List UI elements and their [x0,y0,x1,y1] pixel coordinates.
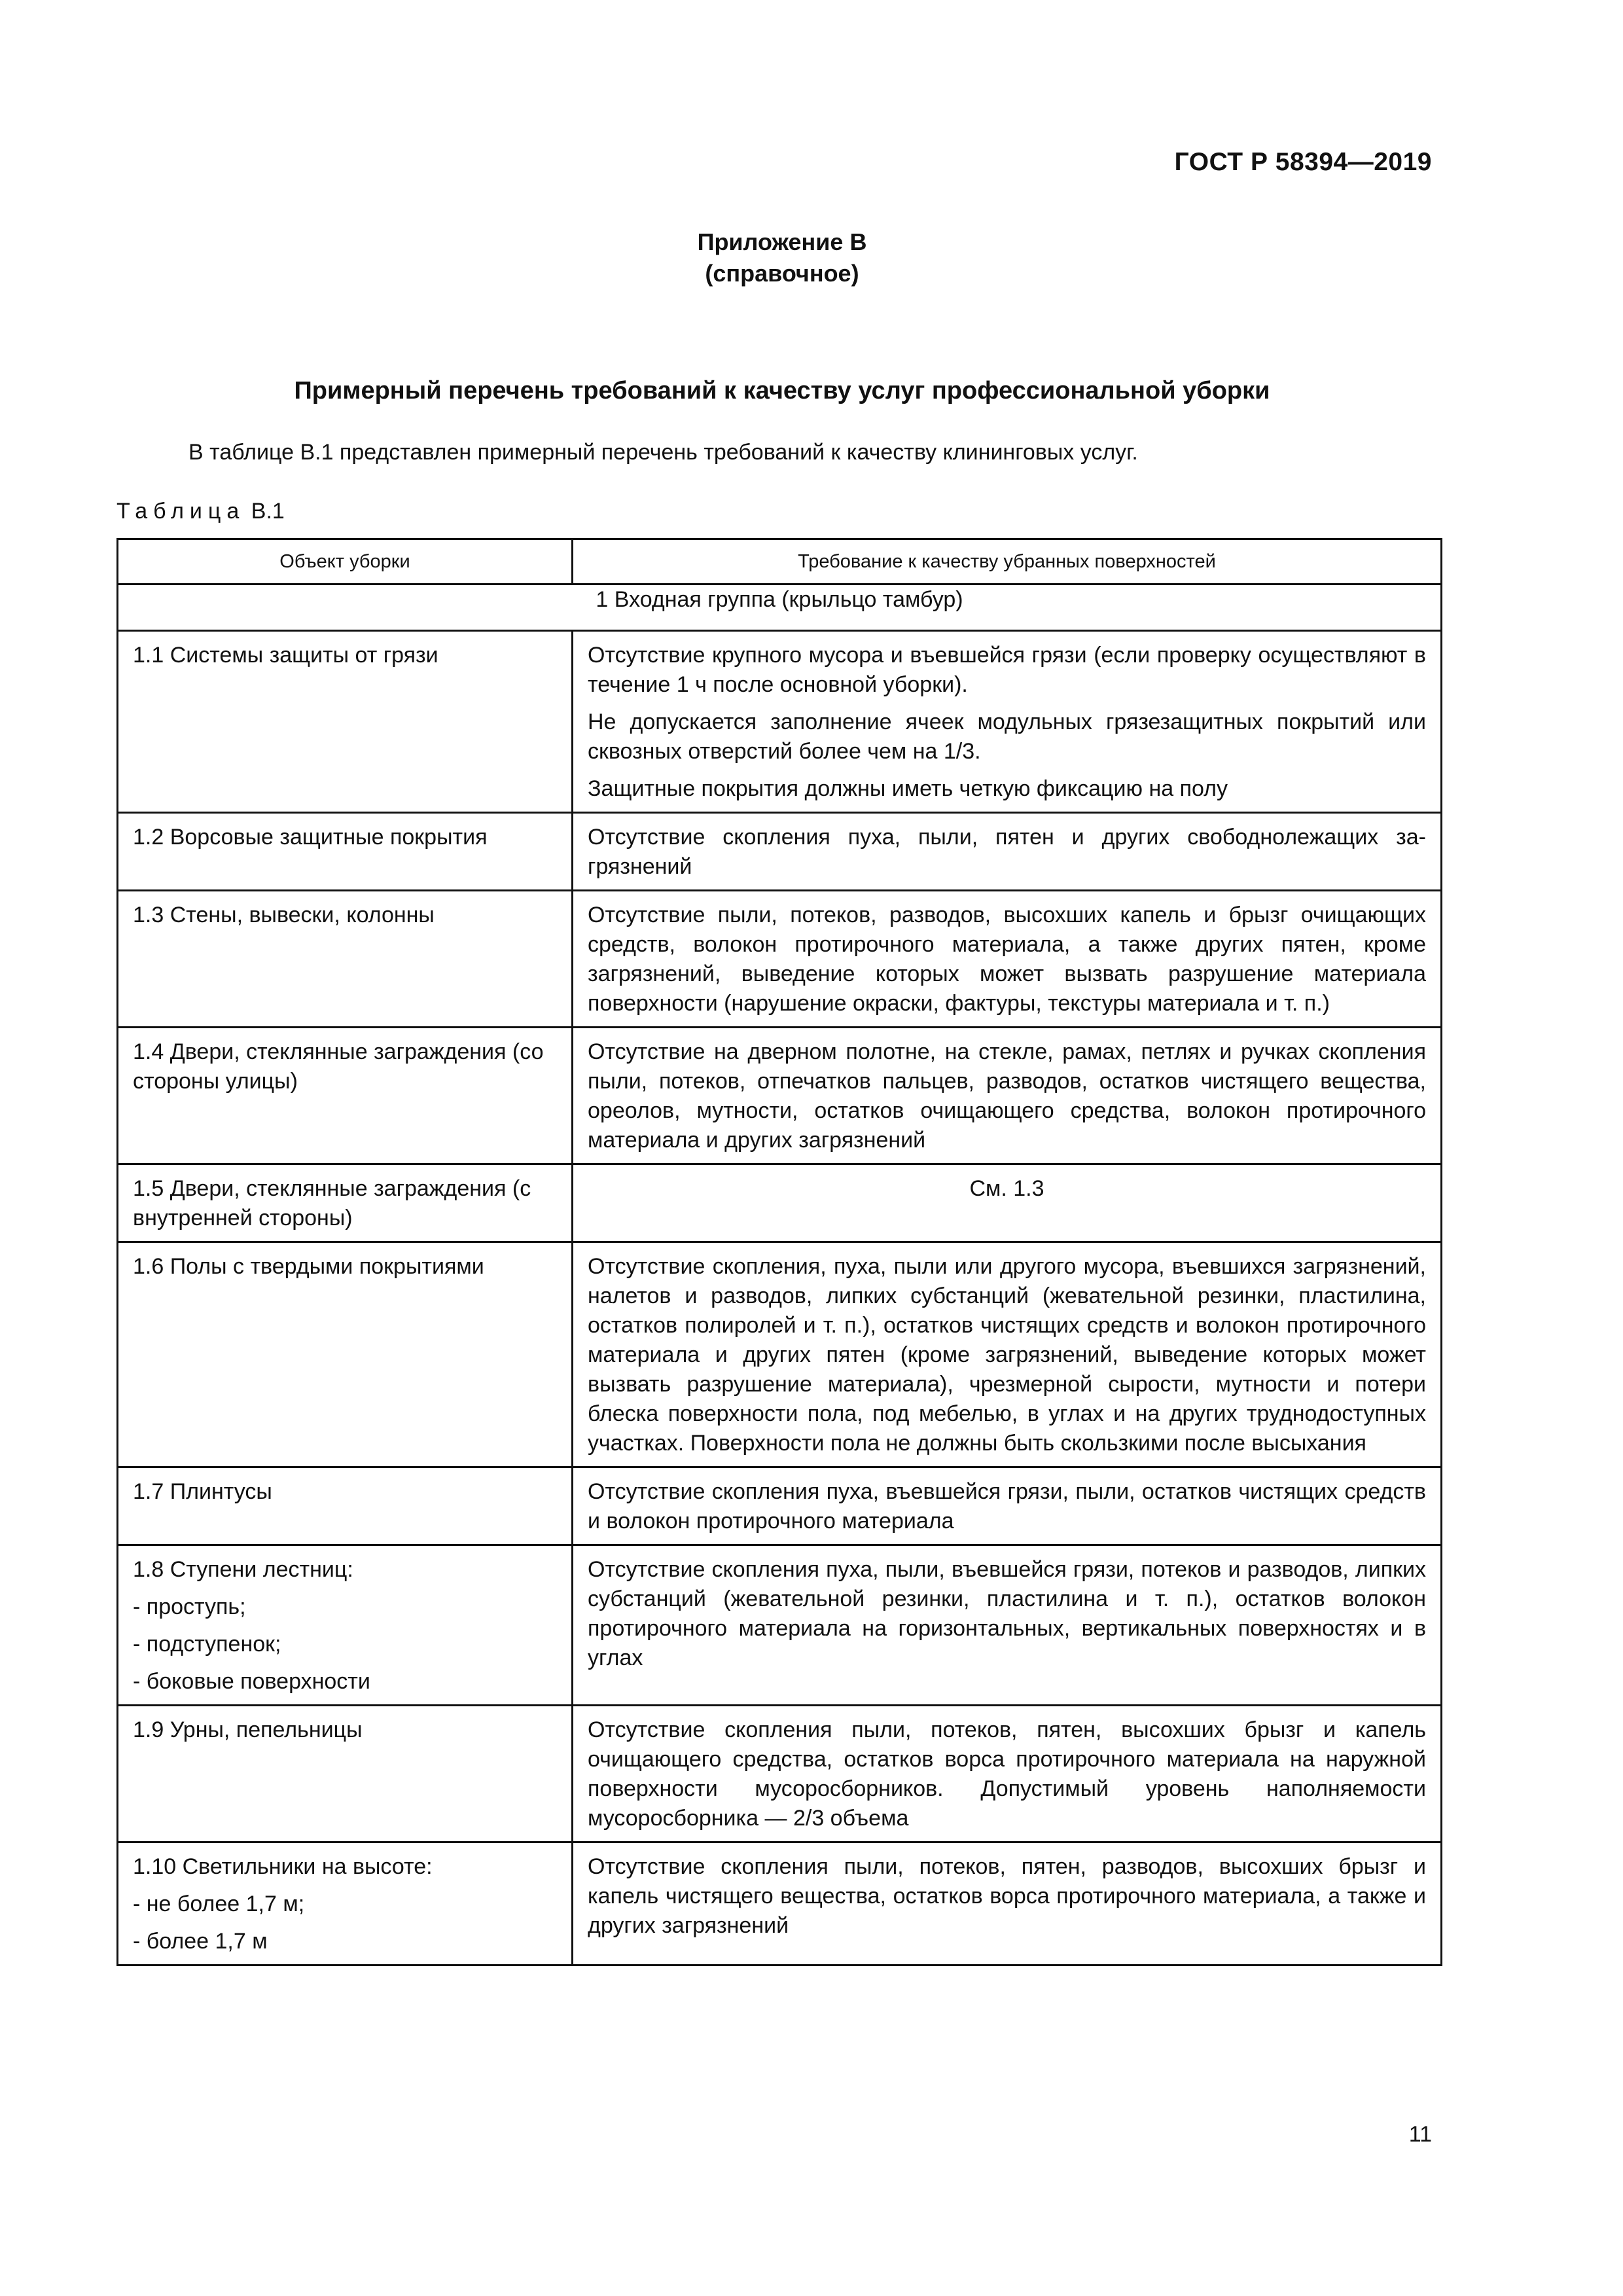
table-row [118,1545,1442,1706]
column-header-object: Объект уборки [118,539,573,584]
object-subitem: - боковые поверхности [133,1667,557,1696]
table-row [118,1028,1442,1164]
table-caption-word: Таблица [116,499,245,524]
requirement-cell: Отсутствие скопления пуха, въевшейся грязи, пыли, остатков чистящих средств и волокон протирочного материала [573,1467,1442,1545]
table-row [118,1164,1442,1242]
object-subitem: - не более 1,7 м; [133,1890,557,1919]
object-cell: 1.6 Полы с твердыми покрытиями [118,1242,573,1467]
table-row [118,631,1442,813]
object-subitem: - проступь; [133,1592,557,1622]
requirement-paragraph: Не допускается заполнение ячеек модульных грязезащитных покрытий или сквозных отверстий более чем на 1/3. [588,709,1426,764]
table-row [118,1242,1442,1467]
table-row [118,813,1442,891]
table-caption [116,499,285,524]
table-row [118,1842,1442,1965]
column-header-requirement: Требование к качеству убранных поверхностей [573,539,1442,584]
table-header-row [118,539,1442,584]
object-cell: 1.2 Ворсовые защитные покрытия [118,813,573,891]
object-cell: 1.3 Стены, вывески, колонны [118,891,573,1028]
requirements-table [116,538,1442,1966]
table-row [118,1706,1442,1842]
object-cell [118,1842,573,1965]
requirement-cell: Отсутствие на дверном полотне, на стекле, рамах, петлях и ручках скопления пыли, потеков, отпечатков пальцев, разводов, остатков чистящего вещества, ореолов, мутности, остатков очищающего средства, волокон протирочного материала и других загрязнений [573,1028,1442,1164]
object-subitem: - подступенок; [133,1630,557,1659]
requirement-cell: См. 1.3 [573,1164,1442,1242]
object-subitem: - более 1,7 м [133,1927,557,1956]
requirement-cell: Отсутствие скопления пуха, пыли, въевшейся грязи, потеков и разводов, липких субстанций (жевательной резинки, пластилина и т. п.), остатков волокон протирочного материала на горизонтальных, вертикальных поверхностях и в углах [573,1545,1442,1706]
section-heading: Примерный перечень требований к качеству услуг профессиональной уборки [294,377,1270,404]
table-row [118,891,1442,1028]
object-cell: 1.4 Двери, стеклянные заграждения (со стороны улицы) [118,1028,573,1164]
requirement-cell: Отсутствие скопления пыли, потеков, пятен, высохших брызг и капель очищающего средства, остатков ворса протирочного материала на наружной поверхности мусоросборников. Допустимый уровень наполняемости мусоросборника — 2/3 объема [573,1706,1442,1842]
requirement-cell: Отсутствие пыли, потеков, разводов, высохших капель и брызг очищающих средств, волокон протирочного материала, а также других пятен, кроме загрязнений, выведение которых может вызвать разрушение материала поверхности (нарушение окраски, фактуры, текстуры материала и т. п.) [573,891,1442,1028]
requirement-cell: Отсутствие скопления, пуха, пыли или другого мусора, въевшихся загрязнений, налетов и разводов, липких субстанций (жевательной резинки, пластилина, остатков полиролей и т. п.), остатков чистящих средств и волокон протирочного материала и других пятен (кроме загрязнений, выведение которых может вызвать разрушение материала), чрезмерной сырости, мутности и потери блеска поверхности пола, под мебелью, в углах и на других труднодоступных участках. Поверхности пола не должны быть скользкими после высыхания [573,1242,1442,1467]
object-title: 1.10 Светильники на высоте: [133,1854,433,1879]
requirement-paragraph: Защитные покрытия должны иметь четкую фиксацию на полу [588,776,1228,801]
object-cell: 1.7 Плинтусы [118,1467,573,1545]
table-caption-number: В.1 [251,499,285,524]
group-title: 1 Входная группа (крыльцо тамбур) [118,584,1442,631]
requirement-cell [573,631,1442,813]
object-cell: 1.9 Урны, пепельницы [118,1706,573,1842]
object-cell: 1.1 Системы защиты от грязи [118,631,573,813]
requirement-paragraph: Отсутствие крупного мусора и въевшейся грязи (если проверку осуществляют в течение 1 ч после основной уборки). [588,643,1426,697]
document-header: ГОСТ Р 58394—2019 [1174,148,1432,176]
table-row [118,1467,1442,1545]
requirement-cell: Отсутствие скопления пуха, пыли, пятен и других свободнолежащих загрязнений [573,813,1442,891]
intro-paragraph: В таблице В.1 представлен примерный перечень требований к качеству клининговых услуг. [188,440,1138,465]
object-cell [118,1545,573,1706]
requirement-cell: Отсутствие скопления пыли, потеков, пятен, разводов, высохших брызг и капель чистящего вещества, остатков ворса протирочного материала, а также и других загрязнений [573,1842,1442,1965]
annex-title: Приложение В [697,228,867,255]
annex-type: (справочное) [705,260,859,287]
group-row [118,584,1442,631]
object-cell: 1.5 Двери, стеклянные заграждения (с внутренней стороны) [118,1164,573,1242]
page-number: 11 [1408,2122,1432,2147]
object-title: 1.8 Ступени лестниц: [133,1557,353,1582]
